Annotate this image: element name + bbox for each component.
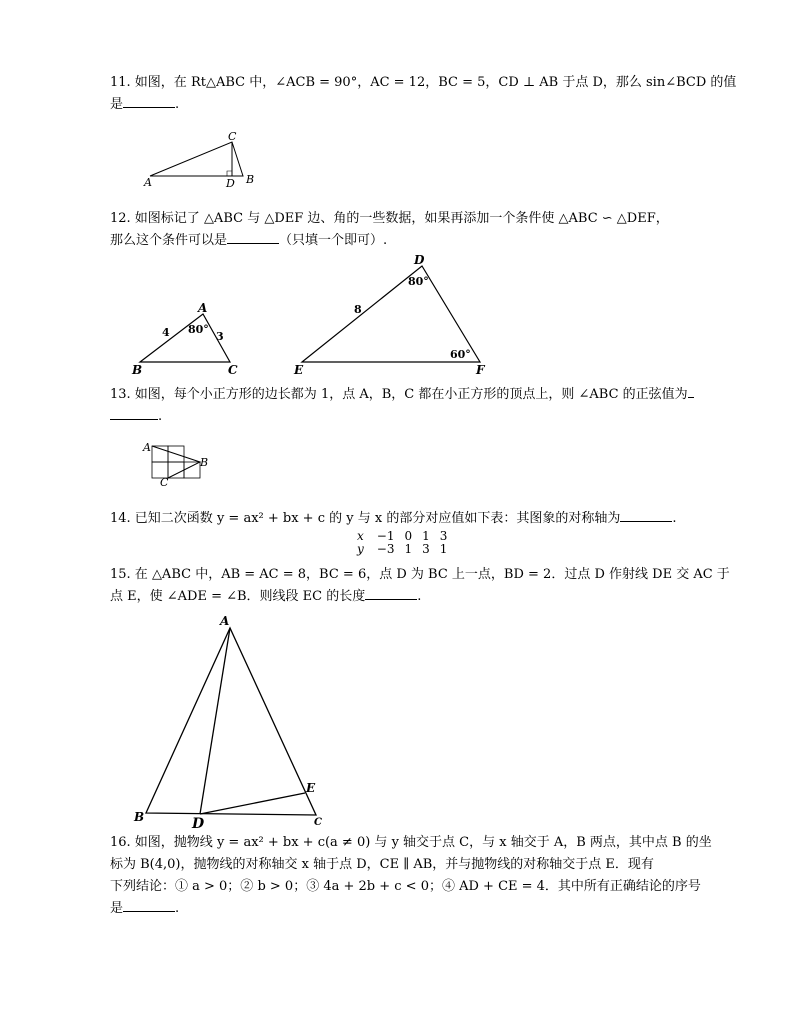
q15-label-e: E xyxy=(306,781,316,795)
q12-label-b: B xyxy=(132,363,143,377)
answer-blank[interactable] xyxy=(620,509,672,522)
q16-line1: 16. 如图，抛物线 y = ax² + bx + c(a ≠ 0) 与 y 轴交于点 C，与 x 轴交于 A，B 两点，其中点 B 的坐 xyxy=(110,835,712,850)
table-cell: −3 xyxy=(376,542,395,556)
q12-label-f: F xyxy=(476,363,485,377)
q11-line2-post: . xyxy=(175,97,180,112)
q12-label-e: E xyxy=(294,363,304,377)
table-row xyxy=(352,543,452,556)
q12-label-d: D xyxy=(414,253,425,267)
table-cell: 0 xyxy=(404,529,413,543)
q12-figure-def xyxy=(290,252,500,382)
answer-blank[interactable] xyxy=(123,95,175,108)
q12-label-c: C xyxy=(228,363,238,377)
q15-line2-post: . xyxy=(417,589,422,604)
q13-label-a: A xyxy=(143,441,151,454)
q11-label-d: D xyxy=(226,177,235,190)
q15-line1: 15. 在 △ABC 中，AB = AC = 8，BC = 6，点 D 为 BC 上一点，BD = 2．过点 D 作射线 DE 交 AC 于 xyxy=(110,567,730,582)
q15-segment-ad xyxy=(200,628,230,814)
answer-blank[interactable] xyxy=(227,231,279,244)
q16-line4 xyxy=(110,898,710,920)
table-cell: 1 xyxy=(422,529,430,543)
q14-line1-post: . xyxy=(672,511,677,526)
q16-line4-pre: 是 xyxy=(110,901,124,916)
question-11 xyxy=(110,72,737,116)
q12-angle-f: 60° xyxy=(450,348,471,361)
q13-line2 xyxy=(110,406,710,428)
question-12 xyxy=(110,208,710,252)
q15-label-c: C xyxy=(314,817,322,828)
question-15 xyxy=(110,564,730,608)
q11-line2 xyxy=(110,94,710,116)
q13-label-c: C xyxy=(160,476,169,489)
q12-side-ac: 3 xyxy=(216,330,224,343)
table-row xyxy=(352,530,452,543)
q15-label-b: B xyxy=(134,810,145,824)
question-14 xyxy=(110,508,710,530)
q14-line1-text: 14. 已知二次函数 y = ax² + bx + c 的 y 与 x 的部分对应值如下表：其图象的对称轴为 xyxy=(110,511,621,526)
answer-blank[interactable] xyxy=(123,899,175,912)
question-13 xyxy=(110,384,710,428)
table-cell: 3 xyxy=(422,542,430,556)
q11-label-a: A xyxy=(144,176,152,189)
q11-figure xyxy=(140,128,270,190)
q11-label-c: C xyxy=(228,130,237,143)
q12-figure-abc xyxy=(130,300,250,380)
q13-grid xyxy=(152,446,200,478)
q12-side-de: 8 xyxy=(354,303,362,316)
q12-line2-pre: 那么这个条件可以是 xyxy=(110,233,228,248)
q12-line2-post: （只填一个即可）. xyxy=(279,233,388,248)
q12-side-ab: 4 xyxy=(162,326,170,339)
table-cell: 3 xyxy=(439,529,448,543)
q13-line2-post: . xyxy=(158,409,163,424)
q15-triangle-abc xyxy=(146,628,316,815)
q15-label-d: D xyxy=(192,816,205,832)
q15-line2-pre: 点 E，使 ∠ADE = ∠B．则线段 EC 的长度 xyxy=(110,589,366,604)
answer-blank[interactable] xyxy=(365,587,417,600)
question-16 xyxy=(110,832,710,920)
q16-line2: 标为 B(4,0)，抛物线的对称轴交 x 轴于点 D，CE ∥ AB，并与抛物线的对称轴交于点 E．现有 xyxy=(110,857,654,872)
q12-line1: 12. 如图标记了 △ABC 与 △DEF 边、角的一些数据，如果再添加一个条件使 △ABC ∽ △DEF， xyxy=(110,211,669,226)
q13-label-b: B xyxy=(200,456,209,469)
answer-blank[interactable] xyxy=(110,407,158,420)
q15-label-a: A xyxy=(220,614,230,628)
table-cell: 1 xyxy=(439,542,448,556)
q12-angle-d: 80° xyxy=(408,275,429,288)
q12-label-a: A xyxy=(198,301,208,315)
q13-line1-text: 13. 如图，每个小正方形的边长都为 1，点 A，B，C 都在小正方形的顶点上，则 ∠ABC 的正弦值为 xyxy=(110,387,688,402)
q15-segment-de xyxy=(200,793,305,814)
table-header-x: x xyxy=(357,529,364,543)
table-header-y: y xyxy=(357,542,364,556)
q12-line2 xyxy=(110,230,710,252)
q13-figure xyxy=(140,440,220,490)
table-cell: −1 xyxy=(376,529,395,543)
q11-line2-pre: 是 xyxy=(110,97,124,112)
q14-value-table xyxy=(352,530,452,556)
q16-line3: 下列结论：① a > 0；② b > 0；③ 4a + 2b + c < 0；④ AD + CE = 4．其中所有正确结论的序号 xyxy=(110,879,701,894)
table-cell: 1 xyxy=(404,542,413,556)
q13-line1 xyxy=(110,384,710,406)
q15-line2 xyxy=(110,586,710,608)
q11-line1: 11. 如图，在 Rt△ABC 中，∠ACB = 90°，AC = 12，BC = 5，CD ⊥ AB 于点 D，那么 sin∠BCD 的值 xyxy=(110,75,737,90)
q11-label-b: B xyxy=(246,173,255,186)
q15-figure xyxy=(128,610,328,832)
q16-line4-post: . xyxy=(175,901,180,916)
q12-angle-a: 80° xyxy=(188,323,209,336)
q14-line1 xyxy=(110,508,710,530)
